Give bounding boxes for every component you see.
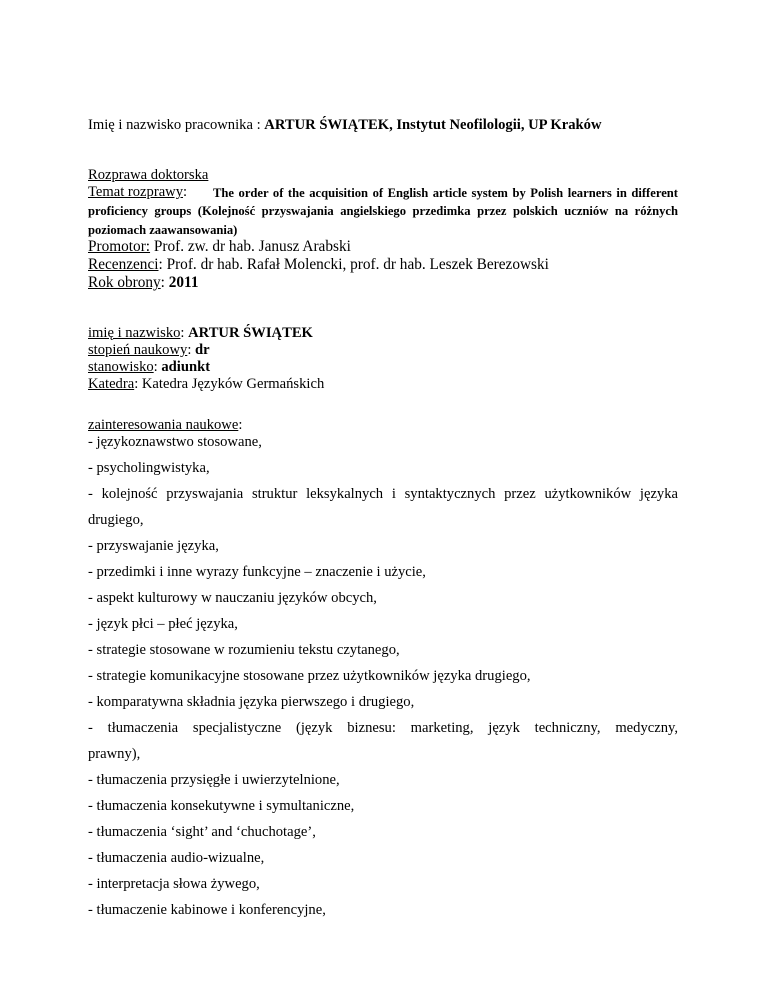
interest-item: - tłumaczenia audio-wizualne, (88, 850, 265, 866)
interest-item: - tłumaczenia specjalistyczne (język biznesu: marketing, język techniczny, medyczny, (88, 720, 678, 736)
interest-item: - komparatywna składnia języka pierwszego i drugiego, (88, 694, 415, 710)
department-label: Katedra (88, 376, 135, 392)
department-value: : Katedra Języków Germańskich (134, 376, 325, 392)
degree-sep: : (187, 342, 196, 358)
dissertation-heading: Rozprawa doktorska (88, 167, 209, 183)
interests-heading-sep: : (238, 417, 243, 433)
interest-item: - tłumaczenia konsekutywne i symultaniczne, (88, 798, 355, 814)
position-value: adiunkt (161, 359, 211, 375)
interest-item: - tłumaczenia ‘sight’ and ‘chuchotage’, (88, 824, 316, 840)
reviewers-label: Recenzenci (88, 256, 159, 273)
employee-value: ARTUR ŚWIĄTEK, Instytut Neofilologii, UP Kraków (264, 117, 602, 133)
interests-heading-line (88, 417, 242, 434)
interest-item: - interpretacja słowa żywego, (88, 876, 260, 892)
degree-line (88, 342, 210, 359)
interest-item: - psycholingwistyka, (88, 460, 210, 476)
year-label: Rok obrony (88, 274, 161, 291)
interest-item: - aspekt kulturowy w nauczaniu języków obcych, (88, 590, 377, 606)
year-value: 2011 (168, 274, 199, 291)
name-line (88, 325, 313, 342)
interest-item: - przedimki i inne wyrazy funkcyjne – znaczenie i użycie, (88, 564, 426, 580)
year-sep: : (160, 274, 169, 291)
position-label: stanowisko (88, 359, 154, 375)
interest-item: - językoznawstwo stosowane, (88, 434, 262, 450)
name-sep: : (180, 325, 189, 341)
reviewers-line (88, 256, 549, 273)
topic-value: The order of the acquisition of English article system by Polish learners in different proficiency groups (Kolejność przyswajania angielskiego przedimka przez polskich uczniów na różnych poziomach zaawansowania) (88, 186, 678, 237)
interest-item: drugiego, (88, 512, 144, 528)
supervisor-label: Promotor: (88, 238, 151, 255)
supervisor-line (88, 238, 351, 255)
topic-label: Temat rozprawy (88, 184, 184, 200)
interest-item: - tłumaczenie kabinowe i konferencyjne, (88, 902, 326, 918)
reviewers-value: : Prof. dr hab. Rafał Molencki, prof. dr hab. Leszek Berezowski (158, 256, 549, 273)
employee-label: Imię i nazwisko pracownika : (88, 117, 265, 133)
interest-item: - język płci – płeć języka, (88, 616, 238, 632)
name-label: imię i nazwisko (88, 325, 181, 341)
employee-line (88, 117, 602, 134)
position-sep: : (153, 359, 162, 375)
interest-item: prawny), (88, 746, 141, 762)
interest-item: - strategie stosowane w rozumieniu tekstu czytanego, (88, 642, 400, 658)
topic-sep: : (183, 184, 188, 200)
interest-item: - kolejność przyswajania struktur leksykalnych i syntaktycznych przez użytkowników języka (88, 486, 678, 502)
interest-item: - strategie komunikacyjne stosowane przez użytkowników języka drugiego, (88, 668, 531, 684)
degree-value: dr (195, 342, 210, 358)
degree-label: stopień naukowy (88, 342, 188, 358)
interests-heading: zainteresowania naukowe (88, 417, 239, 433)
position-line (88, 359, 210, 376)
year-line (88, 274, 199, 291)
supervisor-value: Prof. zw. dr hab. Janusz Arabski (150, 238, 351, 255)
interest-item: - przyswajanie języka, (88, 538, 219, 554)
department-line (88, 376, 324, 393)
name-value: ARTUR ŚWIĄTEK (188, 325, 313, 341)
interest-item: - tłumaczenia przysięgłe i uwierzytelnione, (88, 772, 340, 788)
